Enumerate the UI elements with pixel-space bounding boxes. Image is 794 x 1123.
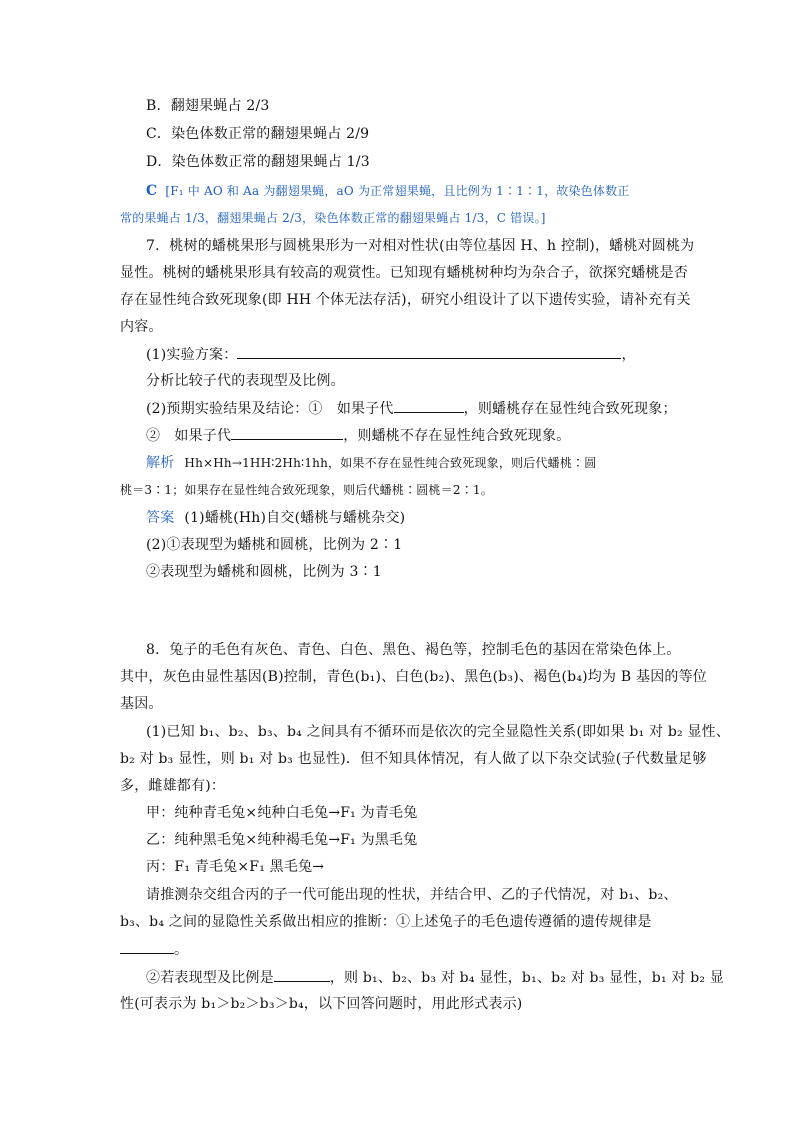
answer-blank[interactable] [237,344,621,359]
answer-blank[interactable] [120,939,174,954]
answer-label: 答案 [146,510,175,526]
q7-stem-3: 存在显性纯合致死现象(即 HH 个体无法存活)，研究小组设计了以下遗传实验，请补充有关 [120,292,691,308]
q7-part1-label: (1)实验方案： [146,347,238,363]
q8-stem-3: 基因。 [120,696,163,712]
cross-jia: 甲：纯种青毛兔×纯种白毛兔→F₁ 为青毛兔 [146,805,418,821]
q7-answer-line3: ②表现型为蟠桃和圆桃，比例为 3∶1 [146,564,382,580]
q8-part2-text-b: ，则 b₁、b₂、b₃ 对 b₄ 显性，b₁、b₂ 对 b₃ 显性，b₁ 对 b₂ 显 [329,970,725,986]
q8-part2-2: 性(可表示为 b₁＞b₂＞b₃＞b₄，以下回答问题时，用此形式表示) [120,996,523,1012]
analysis-label: 解析 [146,455,175,471]
q8-ask-2: b₃、b₄ 之间的显隐性关系做出相应的推断：①上述兔子的毛色遗传遵循的遗传规律是 [120,914,652,930]
q7-stem-1: 7．桃树的蟠桃果形与圆桃果形为一对相对性状(由等位基因 H、h 控制)，蟠桃对圆桃为 [146,238,695,254]
q8-part1-2: b₂ 对 b₃ 显性，则 b₁ 对 b₃ 也显性)．但不知具体情况，有人做了以下杂交试验(子代数量足够 [120,751,707,767]
q7-part2 [146,398,677,419]
answer-blank[interactable] [231,425,343,440]
q7-analysis-line2: 桃＝3∶1；如果存在显性纯合致死现象，则后代蟠桃∶圆桃＝2∶1。 [120,483,493,497]
option-c: C．染色体数正常的翻翅果蝇占 2/9 [146,126,370,142]
q6-answer-line1 [146,181,630,201]
answer-text-1: (1)蟠桃(Hh)自交(蟠桃与蟠桃杂交) [184,510,406,526]
q7-analysis-line1 [146,453,596,473]
q7-part1-end: ， [621,347,636,363]
answer-blank[interactable] [274,967,330,982]
q8-ask-3-end: 。 [174,942,189,958]
q7-part2-text-b: ，则蟠桃存在显性纯合致死现象； [463,401,677,417]
q7-stem-2: 显性。桃树的蟠桃果形具有较高的观赏性。已知现有蟠桃树种均为杂合子，欲探究蟠桃是否 [120,265,688,281]
q8-ask-3 [120,939,188,960]
q8-part2-1 [146,967,724,988]
q7-part2-text-d: ，则蟠桃不存在显性纯合致死现象。 [343,428,571,444]
answer-explanation-1: [F₁ 中 AO 和 Aa 为翻翅果蝇，aO 为正常翅果蝇，且比例为 1∶1∶1，故染色体数正 [165,184,630,198]
q8-stem-2: 其中，灰色由显性基因(B)控制，青色(b₁)、白色(b₂)、黑色(b₃)、褐色(b₄)均为 B 基因的等位 [120,669,707,685]
q7-stem-4: 内容。 [120,319,163,335]
q7-answer-line1 [146,508,405,528]
cross-bing: 丙：F₁ 青毛兔×F₁ 黑毛兔→ [146,859,325,875]
q7-part1-line2: 分析比较子代的表现型及比例。 [146,373,345,389]
q7-part2-second [146,425,570,446]
option-d: D．染色体数正常的翻翅果蝇占 1/3 [146,154,370,170]
q7-part2-text-a: (2)预期实验结果及结论：① 如果子代 [146,401,394,417]
q7-part2-text-c: ② 如果子代 [146,428,232,444]
q8-part1-3: 多，雌雄都有)： [120,778,226,794]
q8-ask-1: 请推测杂交组合丙的子一代可能出现的性状，并结合甲、乙的子代情况，对 b₁、b₂、 [146,887,678,903]
q8-part2-text-a: ②若表现型及比例是 [146,970,274,986]
option-b: B．翻翅果蝇占 2/3 [146,98,270,114]
answer-blank[interactable] [394,398,464,413]
q7-part1 [146,344,636,365]
analysis-text-1: Hh×Hh→1HH∶2Hh∶1hh，如果不存在显性纯合致死现象，则后代蟠桃∶圆 [184,456,597,470]
q6-answer-line2: 常的果蝇占 1/3，翻翅果蝇占 2/3，染色体数正常的翻翅果蝇占 1/3，C 错误。] [120,211,546,225]
q8-part1-1: (1)已知 b₁、b₂、b₃、b₄ 之间具有不循环而是依次的完全显隐性关系(即如果 b₁ 对 b₂ 显性、 [146,724,731,740]
q7-answer-line2: (2)①表现型为蟠桃和圆桃，比例为 2∶1 [146,537,403,553]
q8-stem-1: 8．兔子的毛色有灰色、青色、白色、黑色、褐色等，控制毛色的基因在常染色体上。 [146,642,681,658]
answer-letter: C [146,183,158,199]
cross-yi: 乙：纯种黑毛兔×纯种褐毛兔→F₁ 为黑毛兔 [146,832,418,848]
